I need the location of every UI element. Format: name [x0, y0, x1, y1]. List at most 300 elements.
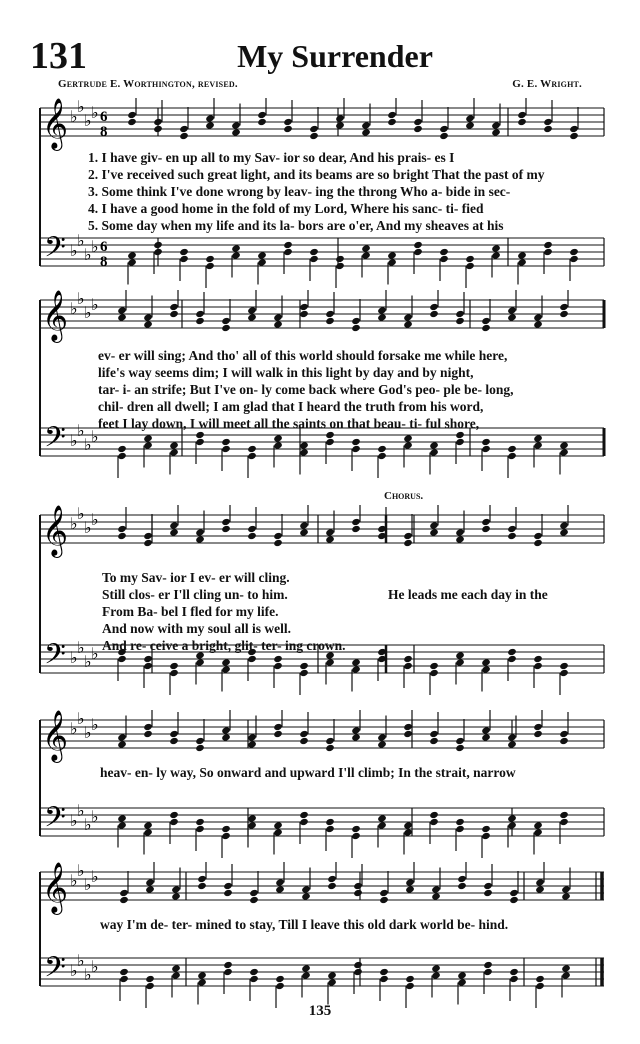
- notehead: [559, 730, 569, 738]
- notehead: [535, 975, 545, 983]
- notehead: [249, 975, 259, 983]
- notehead: [509, 968, 519, 976]
- notehead: [117, 733, 127, 741]
- notehead: [413, 118, 423, 126]
- notehead: [351, 726, 361, 734]
- notehead: [143, 723, 153, 731]
- notehead: [559, 441, 569, 449]
- notehead: [169, 737, 179, 745]
- notehead: [561, 971, 571, 979]
- notehead: [169, 811, 179, 819]
- chorus-line-1: He leads me each day in the: [388, 587, 548, 602]
- notehead: [127, 251, 137, 259]
- svg-text:♭: ♭: [70, 431, 78, 450]
- notehead: [431, 885, 441, 893]
- treble-notes: [117, 710, 569, 752]
- notehead: [257, 258, 267, 266]
- notehead: [481, 525, 491, 533]
- notehead: [569, 125, 579, 133]
- notehead: [231, 244, 241, 252]
- notehead: [309, 132, 319, 140]
- notehead: [439, 125, 449, 133]
- notehead: [533, 313, 543, 321]
- notehead: [507, 655, 517, 663]
- notehead: [379, 896, 389, 904]
- svg-text:♭: ♭: [91, 427, 99, 446]
- notehead: [457, 882, 467, 890]
- treble-clef-icon: 𝄞: [42, 505, 69, 556]
- notehead: [299, 528, 309, 536]
- notehead: [153, 241, 163, 249]
- notehead: [351, 438, 361, 446]
- treble-notes: [119, 862, 571, 904]
- bass-notes: [117, 811, 569, 858]
- treble-notes: [117, 290, 569, 332]
- notehead: [481, 445, 491, 453]
- notehead: [179, 248, 189, 256]
- notehead: [325, 438, 335, 446]
- notehead: [403, 434, 413, 442]
- verse-4-line-1: 4. I have a good home in the fold of my Lord, Where his sanc- ti- fied: [88, 201, 484, 216]
- notehead: [351, 317, 361, 325]
- svg-text:♭: ♭: [70, 299, 78, 318]
- notehead: [439, 248, 449, 256]
- notehead: [195, 431, 205, 439]
- notehead: [353, 968, 363, 976]
- notehead: [569, 255, 579, 263]
- notehead: [483, 961, 493, 969]
- notehead: [117, 445, 127, 453]
- notehead: [533, 828, 543, 836]
- notehead: [403, 655, 413, 663]
- notehead: [457, 978, 467, 986]
- notehead: [231, 121, 241, 129]
- music-system-5: [0, 862, 640, 1012]
- notehead: [169, 310, 179, 318]
- notehead: [309, 255, 319, 263]
- notehead: [431, 964, 441, 972]
- notehead: [465, 114, 475, 122]
- notehead: [325, 744, 335, 752]
- bass-clef-icon: 𝄢: [44, 951, 66, 991]
- notehead: [335, 121, 345, 129]
- notehead: [117, 655, 127, 663]
- notehead: [117, 306, 127, 314]
- notehead: [205, 262, 215, 270]
- music-system-3: [0, 505, 640, 705]
- notehead: [273, 821, 283, 829]
- notehead: [387, 258, 397, 266]
- key-signature-flats-icon: [70, 290, 99, 454]
- notehead: [377, 814, 387, 822]
- notehead: [247, 306, 257, 314]
- notehead: [197, 971, 207, 979]
- notehead: [197, 978, 207, 986]
- svg-text:♭: ♭: [91, 295, 99, 314]
- author-credit: Gertrude E. Worthington, revised.: [58, 78, 238, 90]
- notehead: [351, 665, 361, 673]
- svg-text:♭: ♭: [84, 965, 92, 984]
- notehead: [507, 740, 517, 748]
- notehead: [195, 310, 205, 318]
- notehead: [275, 878, 285, 886]
- verse-5-line-1: 5. Some day when my life and its la- bors are o'er, And my sheaves at his: [88, 218, 504, 233]
- svg-text:♭: ♭: [77, 801, 85, 820]
- notehead: [257, 118, 267, 126]
- notehead: [533, 655, 543, 663]
- notehead: [273, 655, 283, 663]
- notehead: [273, 320, 283, 328]
- notehead: [533, 730, 543, 738]
- notehead: [143, 320, 153, 328]
- treble-clef-icon: 𝄞: [42, 710, 69, 761]
- notehead: [275, 885, 285, 893]
- notehead: [335, 114, 345, 122]
- notehead: [325, 737, 335, 745]
- notehead: [429, 528, 439, 536]
- verse-3-line-3: From Ba- bel I fled for my life.: [102, 604, 279, 619]
- notehead: [325, 658, 335, 666]
- notehead: [533, 539, 543, 547]
- music-system-4: [0, 710, 640, 870]
- notehead: [535, 878, 545, 886]
- notehead: [195, 535, 205, 543]
- treble-clef-icon: 𝄞: [42, 290, 69, 341]
- notehead: [325, 317, 335, 325]
- notehead: [533, 821, 543, 829]
- notehead: [119, 889, 129, 897]
- notehead: [145, 885, 155, 893]
- verse-4-line-3: And now with my soul all is well.: [102, 621, 292, 636]
- svg-text:♭: ♭: [77, 638, 85, 657]
- notehead: [481, 438, 491, 446]
- notehead: [299, 811, 309, 819]
- notehead: [517, 118, 527, 126]
- bass-notes: [117, 648, 569, 695]
- notehead: [275, 982, 285, 990]
- notehead: [179, 125, 189, 133]
- svg-text:♭: ♭: [77, 290, 85, 308]
- notehead: [169, 303, 179, 311]
- notehead: [247, 532, 257, 540]
- treble-notes: [127, 98, 579, 140]
- notehead: [273, 662, 283, 670]
- chorus-line-3: way I'm de- ter- mined to stay, Till I leave this old dark world be- hind.: [100, 917, 509, 932]
- notehead: [299, 662, 309, 670]
- notehead: [351, 445, 361, 453]
- notehead: [413, 125, 423, 133]
- notehead: [509, 975, 519, 983]
- notehead: [145, 975, 155, 983]
- notehead: [561, 885, 571, 893]
- svg-text:♭: ♭: [91, 957, 99, 976]
- notehead: [387, 111, 397, 119]
- notehead: [205, 114, 215, 122]
- notehead: [247, 445, 257, 453]
- key-signature-flats-icon: [70, 862, 99, 984]
- svg-text:♭: ♭: [70, 961, 78, 980]
- notehead: [171, 964, 181, 972]
- svg-text:♭: ♭: [84, 815, 92, 834]
- notehead: [533, 320, 543, 328]
- svg-text:♭: ♭: [91, 237, 99, 256]
- notehead: [439, 255, 449, 263]
- notehead: [117, 452, 127, 460]
- notehead: [561, 964, 571, 972]
- notehead: [221, 832, 231, 840]
- notehead: [143, 730, 153, 738]
- notehead: [273, 434, 283, 442]
- notehead: [517, 111, 527, 119]
- notehead: [403, 320, 413, 328]
- notehead: [507, 821, 517, 829]
- notehead: [431, 892, 441, 900]
- notehead: [249, 889, 259, 897]
- notehead: [247, 525, 257, 533]
- notehead: [543, 241, 553, 249]
- svg-text:♭: ♭: [77, 505, 85, 523]
- notehead: [387, 118, 397, 126]
- notehead: [309, 248, 319, 256]
- notehead: [559, 737, 569, 745]
- notehead: [205, 121, 215, 129]
- notehead: [179, 132, 189, 140]
- notehead: [327, 971, 337, 979]
- notehead: [509, 896, 519, 904]
- notehead: [543, 118, 553, 126]
- notehead: [249, 968, 259, 976]
- notehead: [195, 528, 205, 536]
- notehead: [143, 313, 153, 321]
- notehead: [351, 825, 361, 833]
- notehead: [299, 303, 309, 311]
- treble-notes: [117, 505, 569, 547]
- notehead: [195, 818, 205, 826]
- notehead: [429, 811, 439, 819]
- notehead: [455, 310, 465, 318]
- notehead: [481, 518, 491, 526]
- notehead: [377, 452, 387, 460]
- notehead: [403, 532, 413, 540]
- notehead: [403, 441, 413, 449]
- notehead: [429, 669, 439, 677]
- notehead: [377, 306, 387, 314]
- notehead: [275, 975, 285, 983]
- notehead: [353, 961, 363, 969]
- svg-text:♭: ♭: [70, 648, 78, 667]
- notehead: [195, 825, 205, 833]
- notehead: [273, 723, 283, 731]
- notehead: [403, 313, 413, 321]
- treble-clef-icon: 𝄞: [42, 862, 69, 913]
- notehead: [377, 313, 387, 321]
- notehead: [457, 971, 467, 979]
- notehead: [283, 125, 293, 133]
- notehead: [143, 539, 153, 547]
- notehead: [221, 317, 231, 325]
- notehead: [483, 889, 493, 897]
- svg-text:♭: ♭: [84, 111, 92, 130]
- notehead: [195, 658, 205, 666]
- notehead: [455, 528, 465, 536]
- notehead: [481, 665, 491, 673]
- notehead: [249, 896, 259, 904]
- notehead: [507, 814, 517, 822]
- svg-text:♭: ♭: [77, 951, 85, 970]
- notehead: [491, 244, 501, 252]
- notehead: [169, 818, 179, 826]
- svg-text:♭: ♭: [84, 723, 92, 742]
- notehead: [273, 441, 283, 449]
- notehead: [169, 730, 179, 738]
- verse-1-line-2: ev- er will sing; And tho' all of this world should forsake me while here,: [98, 348, 508, 363]
- notehead: [457, 875, 467, 883]
- svg-text:♭: ♭: [91, 715, 99, 734]
- notehead: [273, 532, 283, 540]
- notehead: [455, 317, 465, 325]
- notehead: [247, 821, 257, 829]
- svg-text:♭: ♭: [91, 867, 99, 886]
- notehead: [325, 310, 335, 318]
- svg-text:♭: ♭: [77, 98, 85, 116]
- notehead: [143, 532, 153, 540]
- notehead: [507, 445, 517, 453]
- svg-text:♭: ♭: [91, 807, 99, 826]
- notehead: [299, 310, 309, 318]
- notehead: [403, 821, 413, 829]
- time-sig-bottom-bass: 8: [100, 254, 108, 270]
- notehead: [195, 317, 205, 325]
- verse-3-line-1: 3. Some think I've done wrong by leav- ing the throng Who a- bide in sec-: [88, 184, 511, 199]
- notehead: [169, 669, 179, 677]
- notehead: [429, 448, 439, 456]
- notehead: [309, 125, 319, 133]
- notehead: [273, 730, 283, 738]
- notehead: [431, 971, 441, 979]
- notehead: [559, 669, 569, 677]
- notehead: [455, 744, 465, 752]
- notehead: [169, 441, 179, 449]
- notehead: [481, 726, 491, 734]
- notehead: [429, 303, 439, 311]
- notehead: [223, 968, 233, 976]
- notehead: [455, 651, 465, 659]
- notehead: [117, 740, 127, 748]
- svg-text:♭: ♭: [91, 103, 99, 122]
- notehead: [361, 244, 371, 252]
- notehead: [223, 882, 233, 890]
- notehead: [351, 324, 361, 332]
- notehead: [533, 723, 543, 731]
- notehead: [301, 892, 311, 900]
- notehead: [143, 655, 153, 663]
- verse-3-line-2: tar- i- an strife; But I've on- ly come back where God's peo- ple be- long,: [98, 382, 514, 397]
- notehead: [413, 248, 423, 256]
- notehead: [559, 528, 569, 536]
- verse-2-line-3: Still clos- er I'll cling un- to him.: [102, 587, 288, 602]
- notehead: [145, 982, 155, 990]
- notehead: [455, 431, 465, 439]
- notehead: [533, 532, 543, 540]
- notehead: [533, 662, 543, 670]
- notehead: [361, 121, 371, 129]
- notehead: [221, 825, 231, 833]
- notehead: [179, 255, 189, 263]
- notehead: [223, 961, 233, 969]
- notehead: [299, 441, 309, 449]
- notehead: [257, 251, 267, 259]
- notehead: [481, 317, 491, 325]
- notehead: [507, 306, 517, 314]
- notehead: [405, 975, 415, 983]
- notehead: [283, 118, 293, 126]
- notehead: [299, 818, 309, 826]
- notehead: [231, 128, 241, 136]
- notehead: [335, 262, 345, 270]
- notehead: [483, 882, 493, 890]
- notehead: [569, 248, 579, 256]
- notehead: [429, 730, 439, 738]
- bass-clef-icon: 𝄢: [44, 421, 66, 461]
- notehead: [221, 438, 231, 446]
- notehead: [335, 255, 345, 263]
- notehead: [223, 889, 233, 897]
- notehead: [299, 737, 309, 745]
- notehead: [465, 121, 475, 129]
- notehead: [403, 662, 413, 670]
- notehead: [117, 313, 127, 321]
- notehead: [455, 535, 465, 543]
- notehead: [569, 132, 579, 140]
- verse-1-line-1: 1. I have giv- en up all to my Sav- ior so dear, And his prais- es I: [88, 150, 455, 165]
- notehead: [439, 132, 449, 140]
- notehead: [481, 324, 491, 332]
- notehead: [429, 441, 439, 449]
- notehead: [221, 658, 231, 666]
- notehead: [403, 730, 413, 738]
- svg-text:♭: ♭: [70, 811, 78, 830]
- svg-text:♭: ♭: [70, 241, 78, 260]
- notehead: [491, 251, 501, 259]
- chorus-label: Chorus.: [384, 490, 424, 502]
- notehead: [533, 441, 543, 449]
- notehead: [195, 744, 205, 752]
- notehead: [325, 535, 335, 543]
- notehead: [559, 811, 569, 819]
- notehead: [559, 818, 569, 826]
- svg-text:♭: ♭: [84, 875, 92, 894]
- notehead: [221, 518, 231, 526]
- time-sig-bottom: 8: [100, 124, 108, 140]
- notehead: [301, 964, 311, 972]
- notehead: [455, 818, 465, 826]
- notehead: [429, 818, 439, 826]
- notehead: [327, 875, 337, 883]
- chorus-line-2: heav- en- ly way, So onward and upward I'll climb; In the strait, narrow: [100, 765, 516, 780]
- notehead: [379, 975, 389, 983]
- notehead: [559, 448, 569, 456]
- notehead: [247, 655, 257, 663]
- notehead: [377, 821, 387, 829]
- notehead: [455, 825, 465, 833]
- notehead: [117, 532, 127, 540]
- notehead: [247, 733, 257, 741]
- notehead: [171, 885, 181, 893]
- svg-text:♭: ♭: [84, 518, 92, 537]
- bass-notes: [117, 431, 569, 478]
- notehead: [429, 662, 439, 670]
- notehead: [507, 733, 517, 741]
